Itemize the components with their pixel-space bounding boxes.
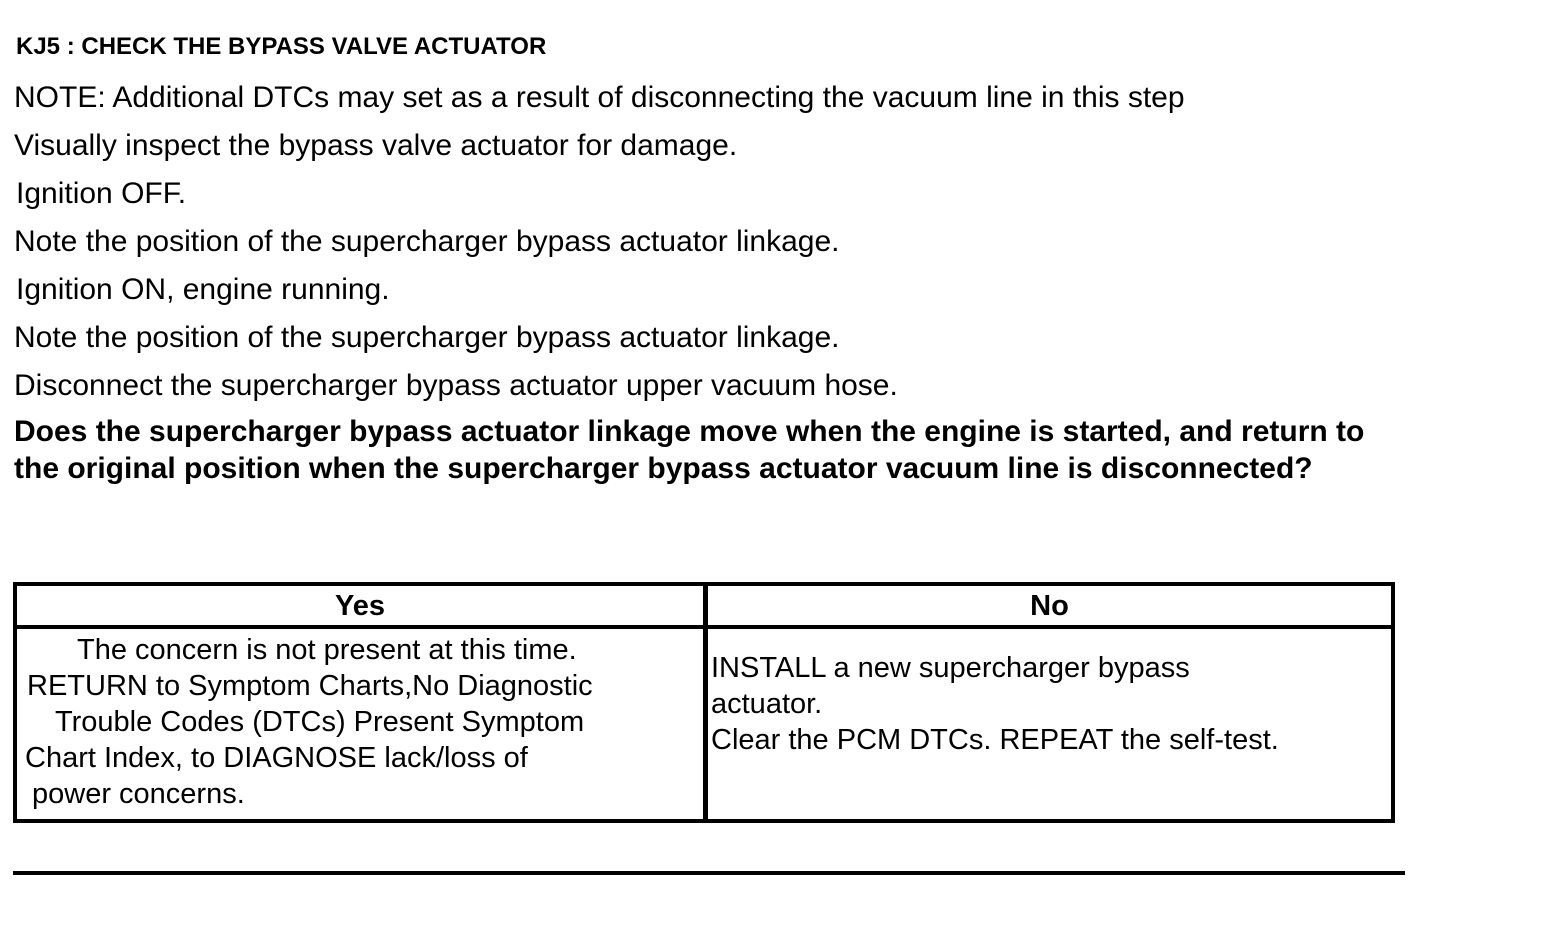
yes-result-cell (21, 632, 701, 812)
diagnostic-question: Does the supercharger bypass actuator linkage move when the engine is started, and return to the original position when the supercharger bypass actuator vacuum line is disconnected? (14, 415, 1365, 485)
step-note-linkage-position: Note the position of the supercharger bypass actuator linkage. (14, 225, 840, 258)
no-result-line: INSTALL a new supercharger bypass (711, 652, 1190, 684)
bottom-rule (13, 871, 1405, 875)
yes-result-line: Chart Index, to DIAGNOSE lack/loss of (25, 742, 528, 774)
step-note-linkage-position-running: Note the position of the supercharger bypass actuator linkage. (14, 321, 840, 354)
no-result-cell (711, 650, 1387, 758)
yes-result-line: power concerns. (32, 778, 245, 810)
yes-result-line: RETURN to Symptom Charts,No Diagnostic (27, 670, 593, 702)
step-inspect-actuator: Visually inspect the bypass valve actuator for damage. (14, 129, 738, 162)
no-column-header: No (1030, 590, 1069, 622)
no-result-line: actuator. (711, 688, 823, 720)
yes-result-line: Trouble Codes (DTCs) Present Symptom (55, 706, 585, 738)
step-ignition-on: Ignition ON, engine running. (16, 273, 390, 306)
yes-column-header: Yes (335, 590, 385, 622)
yes-result-line: The concern is not present at this time. (77, 634, 577, 666)
result-table (13, 582, 1395, 823)
step-disconnect-hose: Disconnect the supercharger bypass actuator upper vacuum hose. (14, 369, 898, 402)
no-result-line: Clear the PCM DTCs. REPEAT the self-test. (711, 724, 1279, 756)
step-ignition-off: Ignition OFF. (16, 177, 187, 210)
step-title: KJ5 : CHECK THE BYPASS VALVE ACTUATOR (16, 33, 547, 60)
step-note: NOTE: Additional DTCs may set as a result of disconnecting the vacuum line in this step (14, 81, 1185, 114)
